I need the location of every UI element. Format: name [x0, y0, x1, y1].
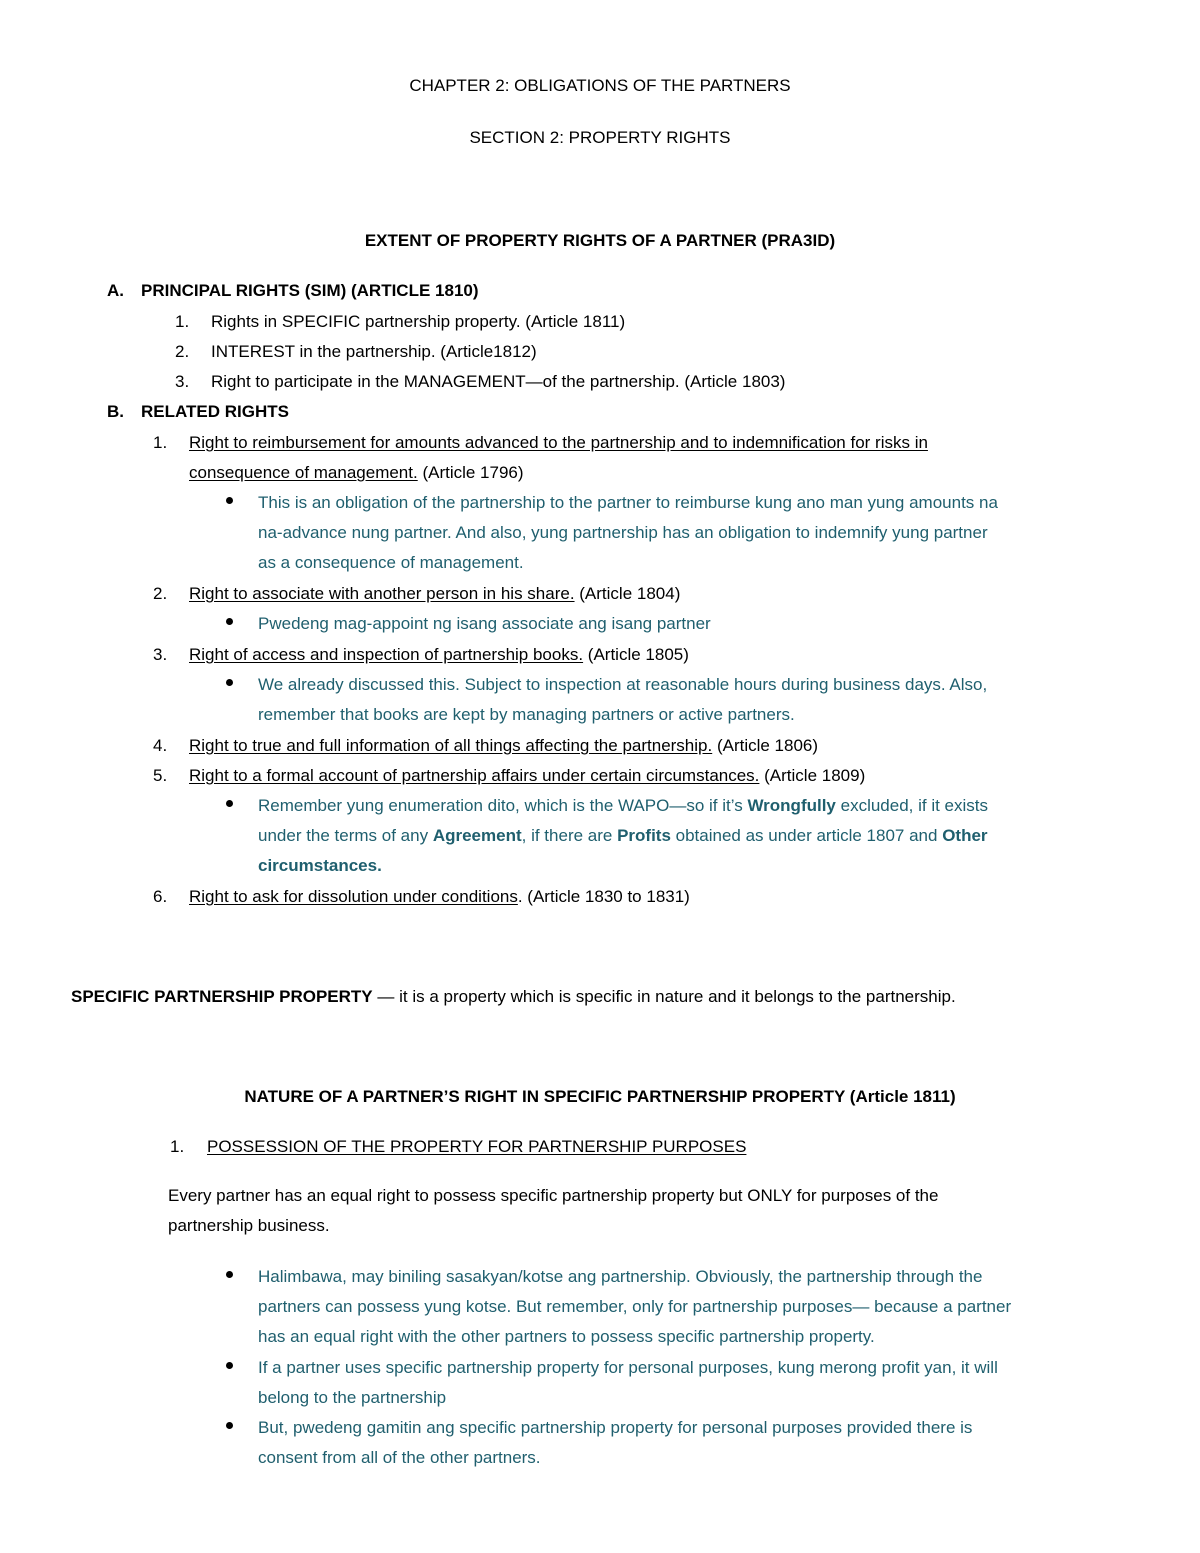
bullet-icon — [226, 1362, 233, 1369]
related-item-num: 5. — [153, 766, 168, 785]
note-line: consent from all of the other partners. — [258, 1448, 541, 1467]
possession-num: 1. — [170, 1137, 185, 1156]
note-line: na-advance nung partner. And also, yung partnership has an obligation to indemnify yung partner — [258, 523, 988, 542]
note-line: as a consequence of management. — [258, 553, 524, 572]
related-title: RELATED RIGHTS — [141, 402, 289, 421]
related-item-5: Right to a formal account of partnership affairs under certain circumstances. (Article 1809) — [189, 766, 866, 785]
note-line: has an equal right with the other partners to possess specific partnership property. — [258, 1327, 875, 1346]
principal-item: INTEREST in the partnership. (Article1812) — [211, 342, 537, 361]
related-letter: B. — [107, 402, 124, 421]
possession-title: POSSESSION OF THE PROPERTY FOR PARTNERSHIP PURPOSES — [207, 1137, 747, 1156]
related-item-6: Right to ask for dissolution under conditions. (Article 1830 to 1831) — [189, 887, 690, 906]
note-line: circumstances. — [258, 856, 382, 875]
bullet-icon — [226, 618, 233, 625]
related-item-1-line1: Right to reimbursement for amounts advanced to the partnership and to indemnification for risks in — [189, 433, 928, 452]
principal-letter: A. — [107, 281, 124, 300]
principal-item-num: 3. — [175, 372, 190, 391]
specific-property-definition: SPECIFIC PARTNERSHIP PROPERTY — it is a property which is specific in nature and it belongs to the partnership. — [71, 987, 956, 1006]
bullet-icon — [226, 497, 233, 504]
related-item-num: 3. — [153, 645, 168, 664]
related-item-num: 4. — [153, 736, 168, 755]
bullet-icon — [226, 679, 233, 686]
bullet-icon — [226, 1422, 233, 1429]
related-item-num: 6. — [153, 887, 168, 906]
related-item-3: Right of access and inspection of partnership books. (Article 1805) — [189, 645, 689, 664]
principal-item: Rights in SPECIFIC partnership property. (Article 1811) — [211, 312, 626, 331]
related-item-1-line2: consequence of management. (Article 1796) — [189, 463, 524, 482]
section-title: SECTION 2: PROPERTY RIGHTS — [469, 128, 731, 147]
principal-item-num: 2. — [175, 342, 190, 361]
related-item-2: Right to associate with another person in his share. (Article 1804) — [189, 584, 681, 603]
possession-paragraph: partnership business. — [168, 1216, 330, 1235]
related-item-4: Right to true and full information of all things affecting the partnership. (Article 1806) — [189, 736, 819, 755]
principal-item-num: 1. — [175, 312, 190, 331]
note-line: partners can possess yung kotse. But remember, only for partnership purposes— because a partner — [258, 1297, 1012, 1316]
note-line: If a partner uses specific partnership property for personal purposes, kung merong profit yan, it will — [258, 1358, 998, 1377]
possession-paragraph: Every partner has an equal right to possess specific partnership property but ONLY for purposes of the — [168, 1186, 939, 1205]
note-line: remember that books are kept by managing partners or active partners. — [258, 705, 795, 724]
note-line: Pwedeng mag-appoint ng isang associate ang isang partner — [258, 614, 711, 633]
note-line: This is an obligation of the partnership to the partner to reimburse kung ano man yung amounts na — [258, 493, 998, 512]
note-line: We already discussed this. Subject to inspection at reasonable hours during business days. Also, — [258, 675, 988, 694]
note-line: Remember yung enumeration dito, which is the WAPO—so if it’s Wrongfully excluded, if it exists — [258, 796, 989, 815]
nature-heading: NATURE OF A PARTNER’S RIGHT IN SPECIFIC PARTNERSHIP PROPERTY (Article 1811) — [244, 1087, 956, 1106]
principal-title: PRINCIPAL RIGHTS (SIM) (ARTICLE 1810) — [141, 281, 479, 300]
extent-heading: EXTENT OF PROPERTY RIGHTS OF A PARTNER (PRA3ID) — [364, 231, 836, 250]
chapter-title: CHAPTER 2: OBLIGATIONS OF THE PARTNERS — [409, 76, 791, 95]
note-line: Halimbawa, may biniling sasakyan/kotse ang partnership. Obviously, the partnership through the — [258, 1267, 983, 1286]
bullet-icon — [226, 800, 233, 807]
related-item-num: 2. — [153, 584, 168, 603]
note-line: But, pwedeng gamitin ang specific partnership property for personal purposes provided there is — [258, 1418, 973, 1437]
principal-item: Right to participate in the MANAGEMENT—of the partnership. (Article 1803) — [211, 372, 786, 391]
related-item-num: 1. — [153, 433, 168, 452]
note-line: belong to the partnership — [258, 1388, 447, 1407]
note-line: under the terms of any Agreement, if there are Profits obtained as under article 1807 and Other — [258, 826, 988, 845]
bullet-icon — [226, 1271, 233, 1278]
